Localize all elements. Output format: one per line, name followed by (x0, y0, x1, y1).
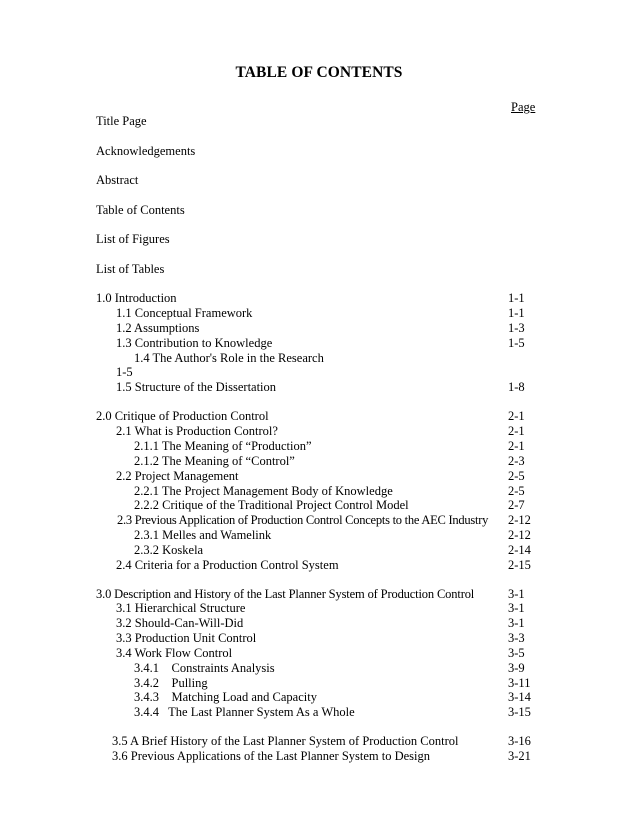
toc-entry-title: 3.4.2 Pulling (134, 676, 208, 690)
toc-entry-page: 1-5 (508, 336, 525, 350)
toc-entry-title: 2.1 What is Production Control? (116, 424, 278, 438)
toc-entry-title: 1.3 Contribution to Knowledge (116, 336, 273, 350)
toc-entry-title: 3.4.3 Matching Load and Capacity (134, 690, 317, 704)
toc-entry-page: 2-12 (508, 528, 531, 542)
toc-entry-page: 1-3 (508, 321, 525, 335)
toc-entry-page: 3-15 (508, 705, 531, 719)
toc-entry-page: 2-12 (508, 513, 531, 527)
toc-entry-title: 3.4.1 Constraints Analysis (134, 661, 275, 675)
toc-entry-page: 1-8 (508, 380, 525, 394)
toc-entry-page: 2-15 (508, 558, 531, 572)
toc-entry-title: 2.2 Project Management (116, 469, 239, 483)
toc-entry-page: 1-1 (508, 306, 525, 320)
toc-entry-page: 3-5 (508, 646, 525, 660)
toc-entry-title: 2.1.1 The Meaning of “Production” (134, 439, 312, 453)
toc-entry-title: 3.5 A Brief History of the Last Planner System of Production Control (112, 734, 459, 748)
toc-front-matter-item: List of Figures (96, 232, 170, 246)
toc-entry-page: 3-1 (508, 601, 525, 615)
toc-entry-title: 1.2 Assumptions (116, 321, 200, 335)
toc-entry-title: 3.3 Production Unit Control (116, 631, 257, 645)
toc-entry-page: 3-1 (508, 616, 525, 630)
toc-entry-page: 2-5 (508, 484, 525, 498)
toc-entry-title: 2.3 Previous Application of Production Control Concepts to the AEC Industry (117, 513, 489, 527)
toc-entry-title: 3.4 Work Flow Control (116, 646, 233, 660)
toc-front-matter-item: Abstract (96, 173, 139, 187)
toc-entry-page: 3-14 (508, 690, 531, 704)
toc-entry-page: 2-5 (508, 469, 525, 483)
toc-entry-page: 2-3 (508, 454, 525, 468)
toc-entry-title: 3.4.4 The Last Planner System As a Whole (134, 705, 355, 719)
toc-entry-title: 2.1.2 The Meaning of “Control” (134, 454, 295, 468)
toc-entry-page: 2-14 (508, 543, 531, 557)
toc-entry-title: 1.5 Structure of the Dissertation (116, 380, 277, 394)
toc-entry-title: 1.0 Introduction (96, 291, 177, 305)
toc-entry-title: 1.1 Conceptual Framework (116, 306, 253, 320)
toc-front-matter-item: Table of Contents (96, 203, 185, 217)
toc-entry-title: 1.4 The Author's Role in the Research (134, 351, 324, 365)
toc-entry-title: 2.4 Criteria for a Production Control System (116, 558, 339, 572)
page-title: TABLE OF CONTENTS (235, 64, 403, 81)
toc-entry-page: 3-3 (508, 631, 525, 645)
toc-front-matter-item: Title Page (96, 114, 147, 128)
page-column-header: Page (511, 100, 536, 114)
toc-entry-title: 2.3.2 Koskela (134, 543, 204, 557)
toc-front-matter-item: Acknowledgements (96, 144, 196, 158)
toc-entry-page: 2-1 (508, 439, 525, 453)
toc-entry-page: 2-1 (508, 424, 525, 438)
toc-entry-page: 2-1 (508, 409, 525, 423)
toc-entry-page: 3-11 (508, 676, 531, 690)
toc-entry-page: 1-1 (508, 291, 525, 305)
toc-entry-title: 3.0 Description and History of the Last Planner System of Production Control (96, 587, 475, 601)
toc-entry-title: 2.2.2 Critique of the Traditional Project Control Model (134, 498, 409, 512)
toc-entry-page: 3-21 (508, 749, 531, 763)
toc-entry-title: 1-5 (116, 365, 133, 379)
toc-front-matter-item: List of Tables (96, 262, 165, 276)
toc-entry-title: 3.2 Should-Can-Will-Did (116, 616, 244, 630)
toc-entry-page: 3-9 (508, 661, 525, 675)
toc-entry-title: 3.1 Hierarchical Structure (116, 601, 246, 615)
toc-entry-page: 2-7 (508, 498, 525, 512)
toc-entry-title: 3.6 Previous Applications of the Last Planner System to Design (112, 749, 431, 763)
toc-entry-page: 3-16 (508, 734, 531, 748)
toc-entry-title: 2.3.1 Melles and Wamelink (134, 528, 272, 542)
toc-entry-title: 2.0 Critique of Production Control (96, 409, 269, 423)
toc-entry-page: 3-1 (508, 587, 525, 601)
toc-entry-title: 2.2.1 The Project Management Body of Knowledge (134, 484, 393, 498)
